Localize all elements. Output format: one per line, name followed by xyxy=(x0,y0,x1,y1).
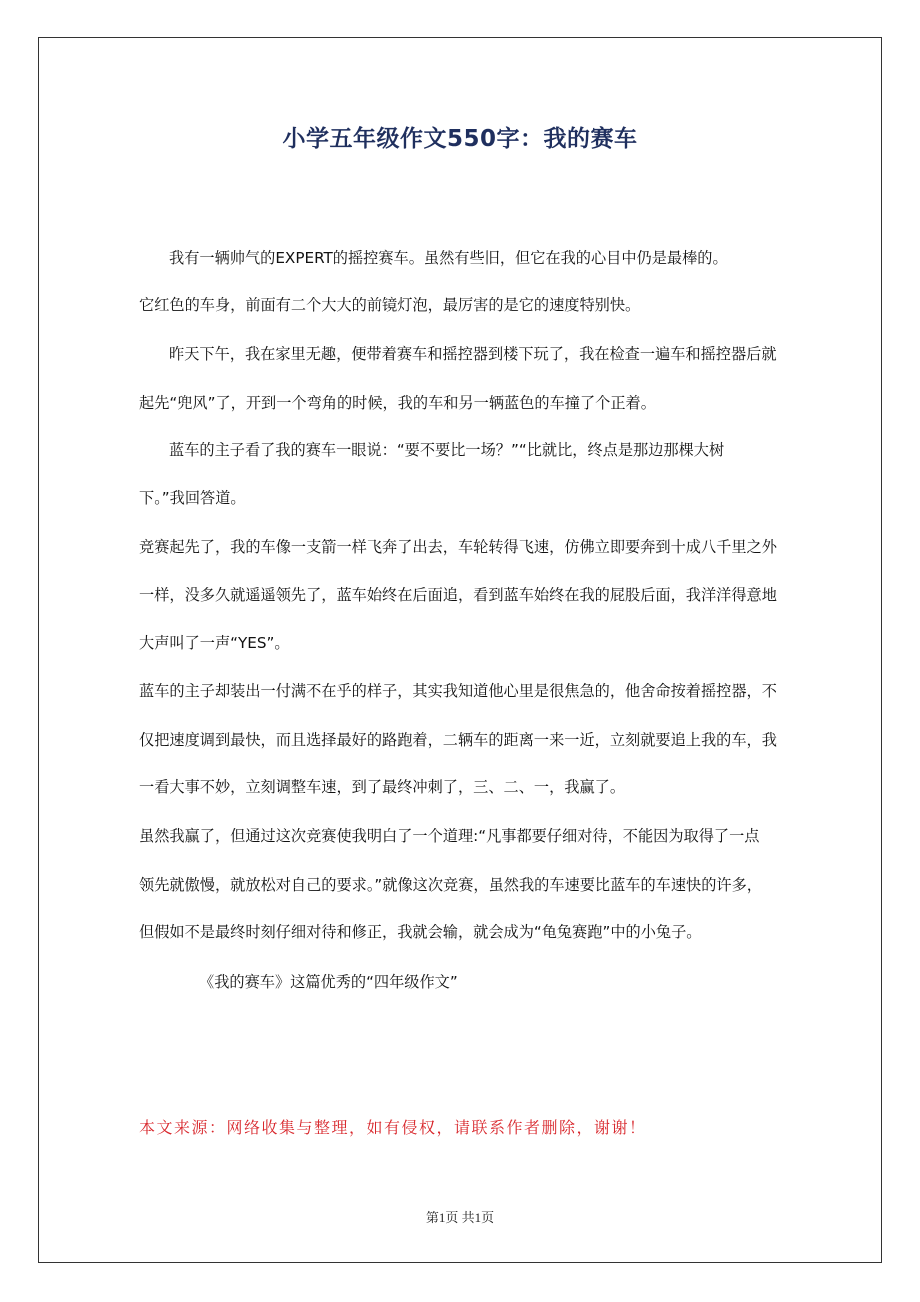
paragraph-line: 大声叫了一声“YES”。 xyxy=(139,634,290,652)
paragraph-line: 蓝车的主子看了我的赛车一眼说：“要不要比一场？”“比就比，终点是那边那棵大树 xyxy=(169,441,725,459)
paragraph-line: 领先就傲慢，就放松对自己的要求。”就像这次竞赛，虽然我的车速要比蓝车的车速快的许多， xyxy=(139,876,762,894)
paragraph-line: 仅把速度调到最快，而且选择最好的路跑着，二辆车的距离一来一近，立刻就要追上我的车，我 xyxy=(139,731,777,749)
source-note: 本文来源：网络收集与整理，如有侵权，请联系作者删除，谢谢！ xyxy=(139,1118,647,1137)
paragraph-line: 《我的赛车》这篇优秀的“四年级作文” xyxy=(199,973,458,991)
paragraph-line: 它红色的车身，前面有二个大大的前镜灯泡，最厉害的是它的速度特别快。 xyxy=(139,296,641,314)
paragraph-line: 昨天下午，我在家里无趣，便带着赛车和摇控器到楼下玩了，我在检查一遍车和摇控器后就 xyxy=(169,345,777,363)
page-footer: 第1页 共1页 xyxy=(425,1210,495,1225)
paragraph-line: 一样，没多久就遥遥领先了，蓝车始终在后面追，看到蓝车始终在我的屁股后面，我洋洋得意地 xyxy=(139,586,777,604)
paragraph-line: 但假如不是最终时刻仔细对待和修正，我就会输，就会成为“龟兔赛跑”中的小兔子。 xyxy=(139,923,702,941)
paragraph-line: 我有一辆帅气的EXPERT的摇控赛车。虽然有些旧，但它在我的心目中仍是最棒的。 xyxy=(169,249,728,267)
paragraph-line: 一看大事不妙，立刻调整车速，到了最终冲刺了，三、二、一，我赢了。 xyxy=(139,778,625,796)
paragraph-line: 虽然我赢了，但通过这次竞赛使我明白了一个道理:“凡事都要仔细对待，不能因为取得了一点 xyxy=(139,827,760,845)
paragraph-line: 起先“兜风”了，开到一个弯角的时候，我的车和另一辆蓝色的车撞了个正着。 xyxy=(139,394,656,412)
paragraph-line: 蓝车的主子却装出一付满不在乎的样子，其实我知道他心里是很焦急的，他舍命按着摇控器，不 xyxy=(139,682,777,700)
document-title: 小学五年级作文550字：我的赛车 xyxy=(282,126,638,152)
paragraph-line: 竞赛起先了，我的车像一支箭一样飞奔了出去，车轮转得飞速，仿佛立即要奔到十成八千里之外 xyxy=(139,538,777,556)
paragraph-line: 下。”我回答道。 xyxy=(139,489,246,507)
